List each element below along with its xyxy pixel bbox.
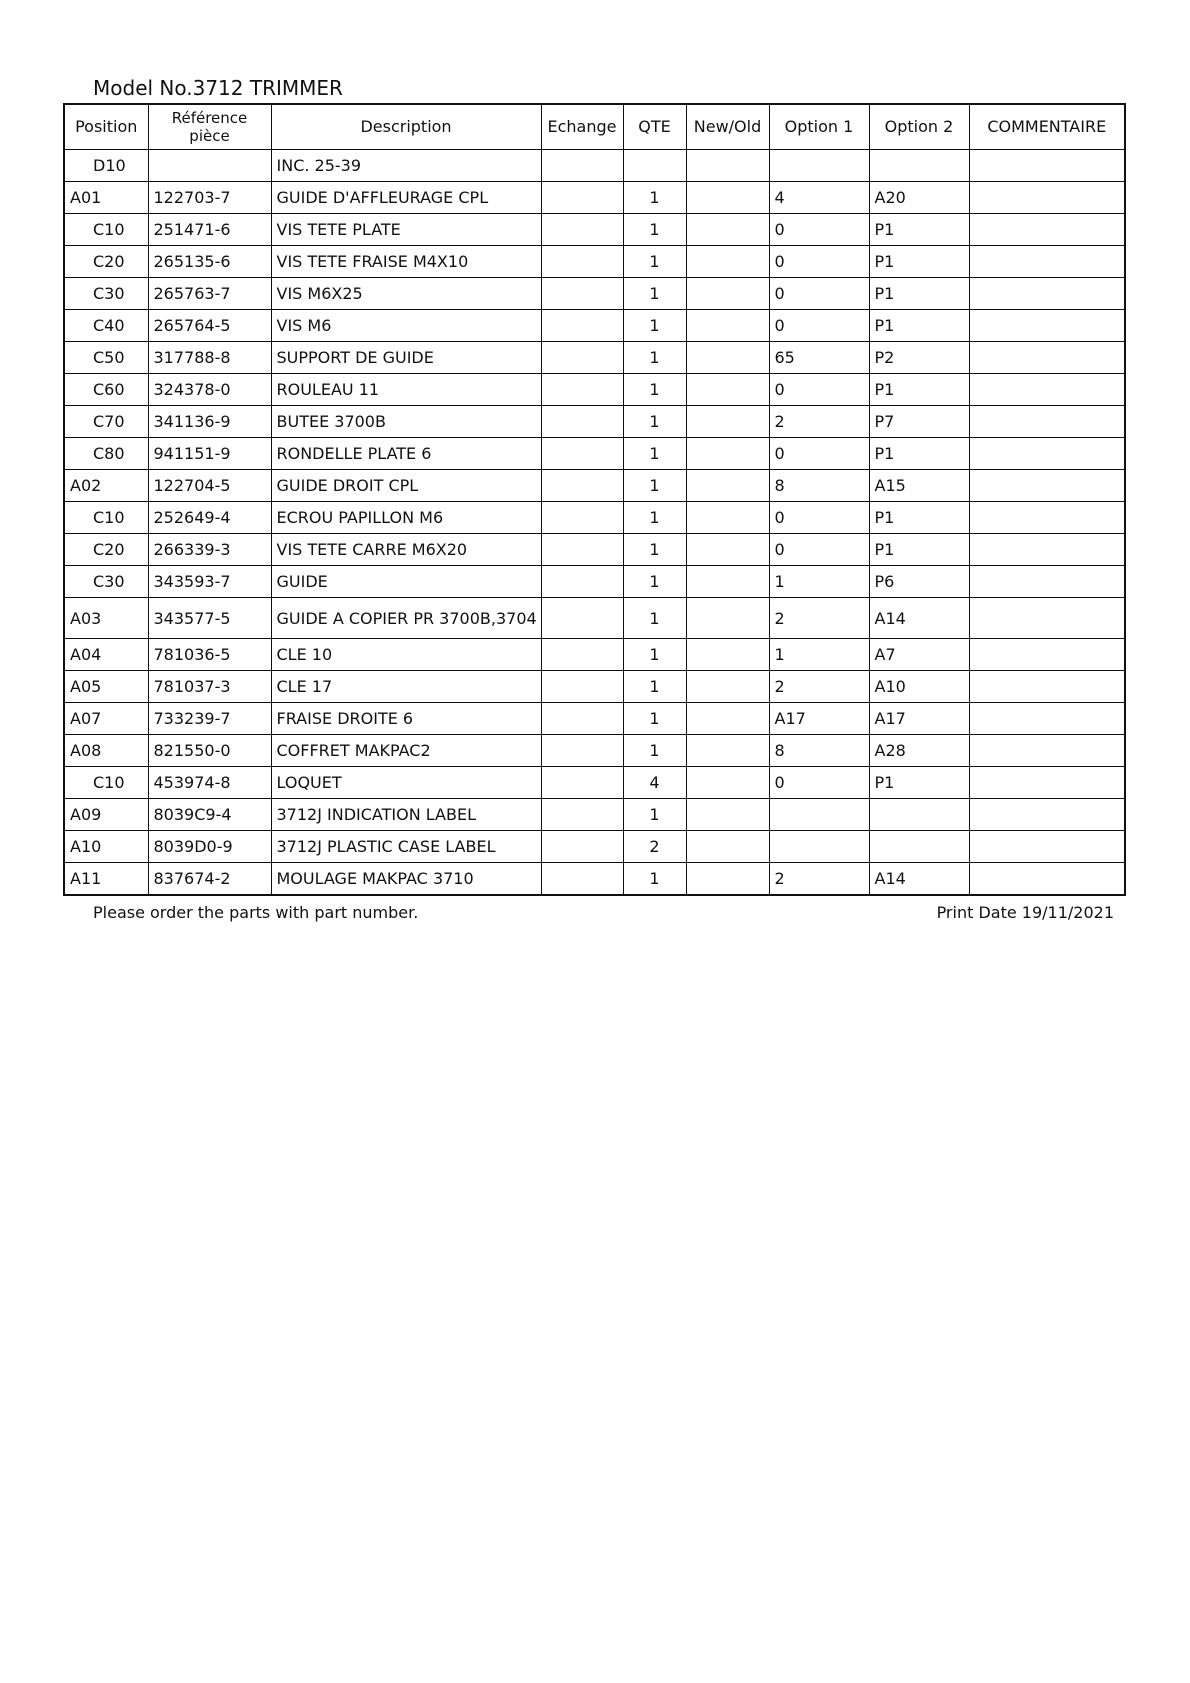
cell-commentaire — [969, 438, 1125, 470]
cell-description: VIS TETE PLATE — [271, 214, 541, 246]
cell-new-old — [686, 182, 769, 214]
cell-description: SUPPORT DE GUIDE — [271, 342, 541, 374]
cell-reference: 265764-5 — [148, 310, 271, 342]
cell-qte: 1 — [623, 246, 686, 278]
cell-reference: 453974-8 — [148, 767, 271, 799]
cell-position: A11 — [64, 863, 148, 896]
table-row — [64, 534, 1125, 566]
cell-qte: 1 — [623, 310, 686, 342]
cell-reference: 251471-6 — [148, 214, 271, 246]
cell-new-old — [686, 310, 769, 342]
cell-position: A08 — [64, 735, 148, 767]
cell-commentaire — [969, 566, 1125, 598]
table-row — [64, 150, 1125, 182]
cell-option-2 — [869, 831, 969, 863]
cell-new-old — [686, 735, 769, 767]
cell-new-old — [686, 863, 769, 896]
column-header-commentaire: COMMENTAIRE — [969, 104, 1125, 150]
cell-option-2: A28 — [869, 735, 969, 767]
cell-echange — [541, 566, 623, 598]
cell-commentaire — [969, 342, 1125, 374]
cell-reference: 317788-8 — [148, 342, 271, 374]
cell-option-1: 0 — [769, 214, 869, 246]
cell-option-1: 0 — [769, 438, 869, 470]
cell-position: A10 — [64, 831, 148, 863]
cell-echange — [541, 767, 623, 799]
cell-position: C20 — [64, 246, 148, 278]
table-row — [64, 598, 1125, 639]
cell-commentaire — [969, 671, 1125, 703]
table-row — [64, 703, 1125, 735]
cell-new-old — [686, 534, 769, 566]
cell-echange — [541, 246, 623, 278]
cell-description: LOQUET — [271, 767, 541, 799]
cell-option-1: 0 — [769, 502, 869, 534]
cell-commentaire — [969, 534, 1125, 566]
cell-reference: 324378-0 — [148, 374, 271, 406]
cell-position: D10 — [64, 150, 148, 182]
cell-position: C50 — [64, 342, 148, 374]
cell-description: GUIDE A COPIER PR 3700B,3704 — [271, 598, 541, 639]
table-row — [64, 182, 1125, 214]
cell-commentaire — [969, 863, 1125, 896]
cell-commentaire — [969, 639, 1125, 671]
column-header-new-old: New/Old — [686, 104, 769, 150]
column-header-qte: QTE — [623, 104, 686, 150]
cell-description: FRAISE DROITE 6 — [271, 703, 541, 735]
cell-new-old — [686, 374, 769, 406]
cell-option-2: A14 — [869, 863, 969, 896]
cell-position: C70 — [64, 406, 148, 438]
footer-note: Please order the parts with part number. — [93, 903, 419, 922]
parts-table — [63, 103, 1126, 896]
cell-option-1: 2 — [769, 863, 869, 896]
cell-reference: 265135-6 — [148, 246, 271, 278]
cell-echange — [541, 470, 623, 502]
cell-new-old — [686, 214, 769, 246]
cell-commentaire — [969, 502, 1125, 534]
cell-option-2: P1 — [869, 310, 969, 342]
cell-echange — [541, 863, 623, 896]
cell-description: ROULEAU 11 — [271, 374, 541, 406]
cell-echange — [541, 374, 623, 406]
cell-description: BUTEE 3700B — [271, 406, 541, 438]
cell-echange — [541, 671, 623, 703]
cell-new-old — [686, 406, 769, 438]
cell-option-2 — [869, 799, 969, 831]
cell-option-2: P2 — [869, 342, 969, 374]
cell-position: A03 — [64, 598, 148, 639]
cell-commentaire — [969, 246, 1125, 278]
table-row — [64, 639, 1125, 671]
cell-reference: 941151-9 — [148, 438, 271, 470]
table-header-row — [64, 104, 1125, 150]
cell-position: C60 — [64, 374, 148, 406]
cell-option-2: A14 — [869, 598, 969, 639]
table-row — [64, 470, 1125, 502]
cell-position: A07 — [64, 703, 148, 735]
cell-qte: 1 — [623, 342, 686, 374]
cell-option-1: 2 — [769, 671, 869, 703]
column-header-description: Description — [271, 104, 541, 150]
cell-qte: 1 — [623, 278, 686, 310]
cell-commentaire — [969, 150, 1125, 182]
cell-option-1: 2 — [769, 406, 869, 438]
cell-position: C40 — [64, 310, 148, 342]
cell-echange — [541, 182, 623, 214]
cell-reference: 837674-2 — [148, 863, 271, 896]
cell-description: VIS M6 — [271, 310, 541, 342]
column-header-option-2: Option 2 — [869, 104, 969, 150]
table-row — [64, 374, 1125, 406]
cell-option-1: 0 — [769, 246, 869, 278]
cell-option-1 — [769, 831, 869, 863]
cell-echange — [541, 214, 623, 246]
cell-description: CLE 17 — [271, 671, 541, 703]
cell-description: VIS M6X25 — [271, 278, 541, 310]
cell-option-1: 8 — [769, 470, 869, 502]
table-row — [64, 310, 1125, 342]
cell-new-old — [686, 246, 769, 278]
cell-option-1: A17 — [769, 703, 869, 735]
cell-qte: 1 — [623, 703, 686, 735]
cell-description: MOULAGE MAKPAC 3710 — [271, 863, 541, 896]
cell-position: A02 — [64, 470, 148, 502]
cell-echange — [541, 703, 623, 735]
cell-description: GUIDE DROIT CPL — [271, 470, 541, 502]
cell-qte: 4 — [623, 767, 686, 799]
cell-reference — [148, 150, 271, 182]
cell-option-2: P1 — [869, 767, 969, 799]
cell-option-2: P7 — [869, 406, 969, 438]
table-row — [64, 214, 1125, 246]
cell-new-old — [686, 703, 769, 735]
cell-qte: 1 — [623, 639, 686, 671]
cell-option-2: P1 — [869, 374, 969, 406]
cell-reference: 8039C9-4 — [148, 799, 271, 831]
cell-option-2: A15 — [869, 470, 969, 502]
table-row — [64, 735, 1125, 767]
cell-echange — [541, 406, 623, 438]
cell-echange — [541, 342, 623, 374]
cell-option-1: 0 — [769, 767, 869, 799]
parts-table-body — [64, 150, 1125, 896]
cell-qte: 1 — [623, 438, 686, 470]
cell-description: GUIDE D'AFFLEURAGE CPL — [271, 182, 541, 214]
cell-description: 3712J PLASTIC CASE LABEL — [271, 831, 541, 863]
cell-commentaire — [969, 278, 1125, 310]
cell-echange — [541, 502, 623, 534]
cell-position: C20 — [64, 534, 148, 566]
cell-reference: 122704-5 — [148, 470, 271, 502]
cell-echange — [541, 598, 623, 639]
cell-qte: 2 — [623, 831, 686, 863]
cell-qte — [623, 150, 686, 182]
cell-new-old — [686, 566, 769, 598]
cell-new-old — [686, 438, 769, 470]
cell-option-1: 2 — [769, 598, 869, 639]
cell-qte: 1 — [623, 566, 686, 598]
cell-reference: 265763-7 — [148, 278, 271, 310]
cell-option-2: P1 — [869, 246, 969, 278]
cell-commentaire — [969, 767, 1125, 799]
cell-commentaire — [969, 703, 1125, 735]
cell-position: A04 — [64, 639, 148, 671]
cell-echange — [541, 735, 623, 767]
cell-qte: 1 — [623, 534, 686, 566]
cell-commentaire — [969, 182, 1125, 214]
table-row — [64, 767, 1125, 799]
cell-qte: 1 — [623, 470, 686, 502]
cell-new-old — [686, 502, 769, 534]
cell-description: VIS TETE CARRE M6X20 — [271, 534, 541, 566]
cell-qte: 1 — [623, 863, 686, 896]
cell-commentaire — [969, 214, 1125, 246]
cell-option-1: 0 — [769, 534, 869, 566]
cell-new-old — [686, 767, 769, 799]
cell-new-old — [686, 598, 769, 639]
cell-position: A01 — [64, 182, 148, 214]
cell-qte: 1 — [623, 735, 686, 767]
print-date: Print Date 19/11/2021 — [936, 903, 1114, 922]
cell-commentaire — [969, 374, 1125, 406]
cell-reference: 266339-3 — [148, 534, 271, 566]
cell-description: COFFRET MAKPAC2 — [271, 735, 541, 767]
cell-option-2: A17 — [869, 703, 969, 735]
cell-reference: 341136-9 — [148, 406, 271, 438]
column-header-echange: Echange — [541, 104, 623, 150]
cell-commentaire — [969, 598, 1125, 639]
column-header-option-1: Option 1 — [769, 104, 869, 150]
cell-echange — [541, 438, 623, 470]
cell-description: 3712J INDICATION LABEL — [271, 799, 541, 831]
cell-option-1: 65 — [769, 342, 869, 374]
cell-option-1: 0 — [769, 374, 869, 406]
cell-reference: 252649-4 — [148, 502, 271, 534]
cell-description: CLE 10 — [271, 639, 541, 671]
cell-reference: 781036-5 — [148, 639, 271, 671]
column-header-position: Position — [64, 104, 148, 150]
cell-position: C80 — [64, 438, 148, 470]
cell-qte: 1 — [623, 214, 686, 246]
cell-qte: 1 — [623, 799, 686, 831]
column-header-reference: Référence pièce — [148, 104, 271, 150]
cell-option-2: P1 — [869, 214, 969, 246]
document-title: Model No.3712 TRIMMER — [93, 76, 343, 100]
table-row — [64, 406, 1125, 438]
cell-reference: 122703-7 — [148, 182, 271, 214]
cell-option-2: A10 — [869, 671, 969, 703]
cell-option-1: 0 — [769, 278, 869, 310]
cell-option-1: 8 — [769, 735, 869, 767]
cell-option-2: P1 — [869, 534, 969, 566]
cell-commentaire — [969, 831, 1125, 863]
cell-description: INC. 25-39 — [271, 150, 541, 182]
cell-option-2: P1 — [869, 278, 969, 310]
cell-option-2: A7 — [869, 639, 969, 671]
cell-qte: 1 — [623, 374, 686, 406]
cell-position: C30 — [64, 566, 148, 598]
table-row — [64, 342, 1125, 374]
cell-qte: 1 — [623, 406, 686, 438]
cell-reference: 733239-7 — [148, 703, 271, 735]
cell-position: A09 — [64, 799, 148, 831]
cell-new-old — [686, 278, 769, 310]
cell-description: RONDELLE PLATE 6 — [271, 438, 541, 470]
cell-commentaire — [969, 470, 1125, 502]
cell-new-old — [686, 342, 769, 374]
cell-option-1: 0 — [769, 310, 869, 342]
cell-description: ECROU PAPILLON M6 — [271, 502, 541, 534]
cell-commentaire — [969, 310, 1125, 342]
cell-description: GUIDE — [271, 566, 541, 598]
cell-reference: 343577-5 — [148, 598, 271, 639]
cell-description: VIS TETE FRAISE M4X10 — [271, 246, 541, 278]
cell-commentaire — [969, 735, 1125, 767]
table-row — [64, 278, 1125, 310]
cell-new-old — [686, 799, 769, 831]
cell-option-1 — [769, 150, 869, 182]
cell-option-2: P1 — [869, 438, 969, 470]
cell-option-2: P1 — [869, 502, 969, 534]
cell-qte: 1 — [623, 671, 686, 703]
cell-option-1: 4 — [769, 182, 869, 214]
cell-position: C10 — [64, 502, 148, 534]
cell-reference: 821550-0 — [148, 735, 271, 767]
cell-option-2: P6 — [869, 566, 969, 598]
cell-commentaire — [969, 799, 1125, 831]
cell-reference: 8039D0-9 — [148, 831, 271, 863]
cell-position: A05 — [64, 671, 148, 703]
cell-new-old — [686, 639, 769, 671]
cell-new-old — [686, 831, 769, 863]
cell-echange — [541, 150, 623, 182]
table-row — [64, 438, 1125, 470]
cell-option-2 — [869, 150, 969, 182]
cell-qte: 1 — [623, 182, 686, 214]
cell-new-old — [686, 470, 769, 502]
table-row — [64, 831, 1125, 863]
cell-echange — [541, 831, 623, 863]
cell-echange — [541, 278, 623, 310]
cell-echange — [541, 639, 623, 671]
cell-option-1: 1 — [769, 566, 869, 598]
cell-option-2: A20 — [869, 182, 969, 214]
cell-reference: 781037-3 — [148, 671, 271, 703]
table-row — [64, 566, 1125, 598]
cell-reference: 343593-7 — [148, 566, 271, 598]
cell-commentaire — [969, 406, 1125, 438]
cell-new-old — [686, 150, 769, 182]
cell-echange — [541, 799, 623, 831]
table-row — [64, 799, 1125, 831]
cell-option-1: 1 — [769, 639, 869, 671]
cell-echange — [541, 310, 623, 342]
cell-echange — [541, 534, 623, 566]
table-row — [64, 863, 1125, 896]
cell-position: C10 — [64, 214, 148, 246]
cell-qte: 1 — [623, 502, 686, 534]
cell-new-old — [686, 671, 769, 703]
table-row — [64, 671, 1125, 703]
cell-option-1 — [769, 799, 869, 831]
cell-qte: 1 — [623, 598, 686, 639]
cell-position: C10 — [64, 767, 148, 799]
table-row — [64, 246, 1125, 278]
table-row — [64, 502, 1125, 534]
cell-position: C30 — [64, 278, 148, 310]
